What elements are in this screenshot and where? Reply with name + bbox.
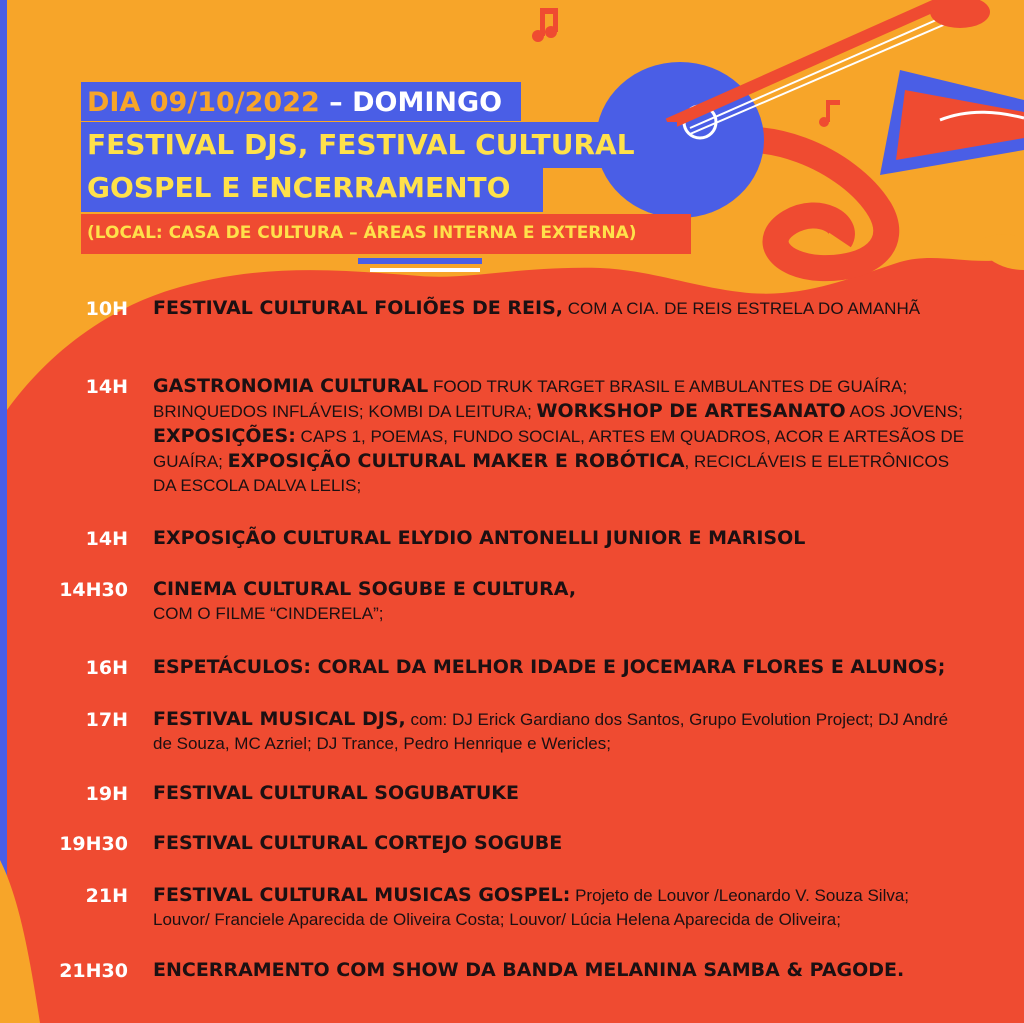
- event-highlight: FESTIVAL CULTURAL SOGUBATUKE: [153, 782, 519, 804]
- event-description: [153, 296, 968, 321]
- event-time: 14H30: [59, 579, 128, 601]
- event-detail: Projeto de Louvor /Leonardo V. Souza Silva; Louvor/ Franciele Aparecida de Oliveira Costa; Louvor/ Lúcia Helena Aparecida de Oliveira;: [153, 886, 910, 929]
- event-description: [153, 526, 968, 551]
- event-highlight: CINEMA CULTURAL SOGUBE E CULTURA,: [153, 578, 577, 600]
- event-time: 14H: [85, 528, 128, 550]
- event-description: [153, 577, 968, 626]
- event-highlight: CORAL DA MELHOR IDADE E JOCEMARA FLORES E ALUNOS;: [311, 656, 946, 678]
- event-description: [153, 707, 968, 756]
- event-highlight: EXPOSIÇÃO CULTURAL ELYDIO ANTONELLI JUNIOR E MARISOL: [153, 527, 806, 549]
- event-detail: , RECICLÁVEIS E ELETRÔNICOS DA ESCOLA DALVA LELIS;: [153, 452, 950, 495]
- event-time: 10H: [85, 298, 128, 320]
- page-title-line1: FESTIVAL DJS, FESTIVAL CULTURAL: [81, 122, 677, 168]
- event-detail: com: DJ Erick Gardiano dos Santos, Grupo Evolution Project; DJ André de Souza, MC Azriel; DJ Trance, Pedro Henrique e Wericles;: [153, 710, 949, 753]
- event-highlight: ENCERRAMENTO COM SHOW DA BANDA MELANINA SAMBA & PAGODE.: [153, 959, 905, 981]
- event-description: [153, 958, 968, 983]
- event-highlight: FESTIVAL CULTURAL CORTEJO SOGUBE: [153, 832, 563, 854]
- event-detail: COM A CIA. DE REIS ESTRELA DO AMANHÃ: [562, 299, 921, 318]
- date-separator: –: [319, 87, 353, 118]
- event-weekday: DOMINGO: [352, 87, 503, 118]
- location-label: (LOCAL: CASA DE CULTURA – ÁREAS INTERNA E EXTERNA): [81, 214, 691, 254]
- event-highlight: EXPOSIÇÃO CULTURAL MAKER E ROBÓTICA: [227, 450, 685, 472]
- event-time: 14H: [85, 376, 128, 398]
- event-time: 16H: [85, 657, 128, 679]
- event-highlight: FESTIVAL CULTURAL FOLIÕES DE REIS,: [153, 297, 563, 319]
- event-time: 19H30: [59, 833, 128, 855]
- event-highlight: WORKSHOP DE ARTESANATO: [536, 400, 846, 422]
- event-detail: COM O FILME “CINDERELA”;: [153, 604, 384, 623]
- event-detail: AOS JOVENS;: [845, 402, 963, 421]
- event-date: DIA 09/10/2022: [87, 87, 320, 118]
- event-time: 21H: [85, 885, 128, 907]
- event-description: [153, 374, 968, 498]
- event-detail: FOOD TRUK TARGET BRASIL E AMBULANTES DE GUAÍRA; BRINQUEDOS INFLÁVEIS; KOMBI DA LEITURA;: [153, 377, 908, 421]
- event-highlight: ESPETÁCULOS:: [153, 656, 311, 678]
- event-description: [153, 781, 968, 806]
- event-highlight: EXPOSIÇÕES:: [153, 425, 296, 447]
- top-right-red-accent: [980, 234, 1024, 270]
- event-description: [153, 831, 968, 856]
- date-header: [81, 82, 521, 121]
- event-detail: CAPS 1, POEMAS, FUNDO SOCIAL, ARTES EM QUADROS, ACOR E ARTESÃOS DE GUAÍRA;: [153, 427, 965, 471]
- event-highlight: FESTIVAL CULTURAL MUSICAS GOSPEL:: [153, 884, 571, 906]
- event-time: 21H30: [59, 960, 128, 982]
- event-description: [153, 655, 968, 680]
- event-time: 19H: [85, 783, 128, 805]
- event-highlight: GASTRONOMIA CULTURAL: [153, 375, 429, 397]
- event-highlight: FESTIVAL MUSICAL DJS,: [153, 708, 406, 730]
- event-time: 17H: [85, 709, 128, 731]
- page-title-line2: GOSPEL E ENCERRAMENTO: [81, 168, 543, 212]
- event-description: [153, 883, 968, 932]
